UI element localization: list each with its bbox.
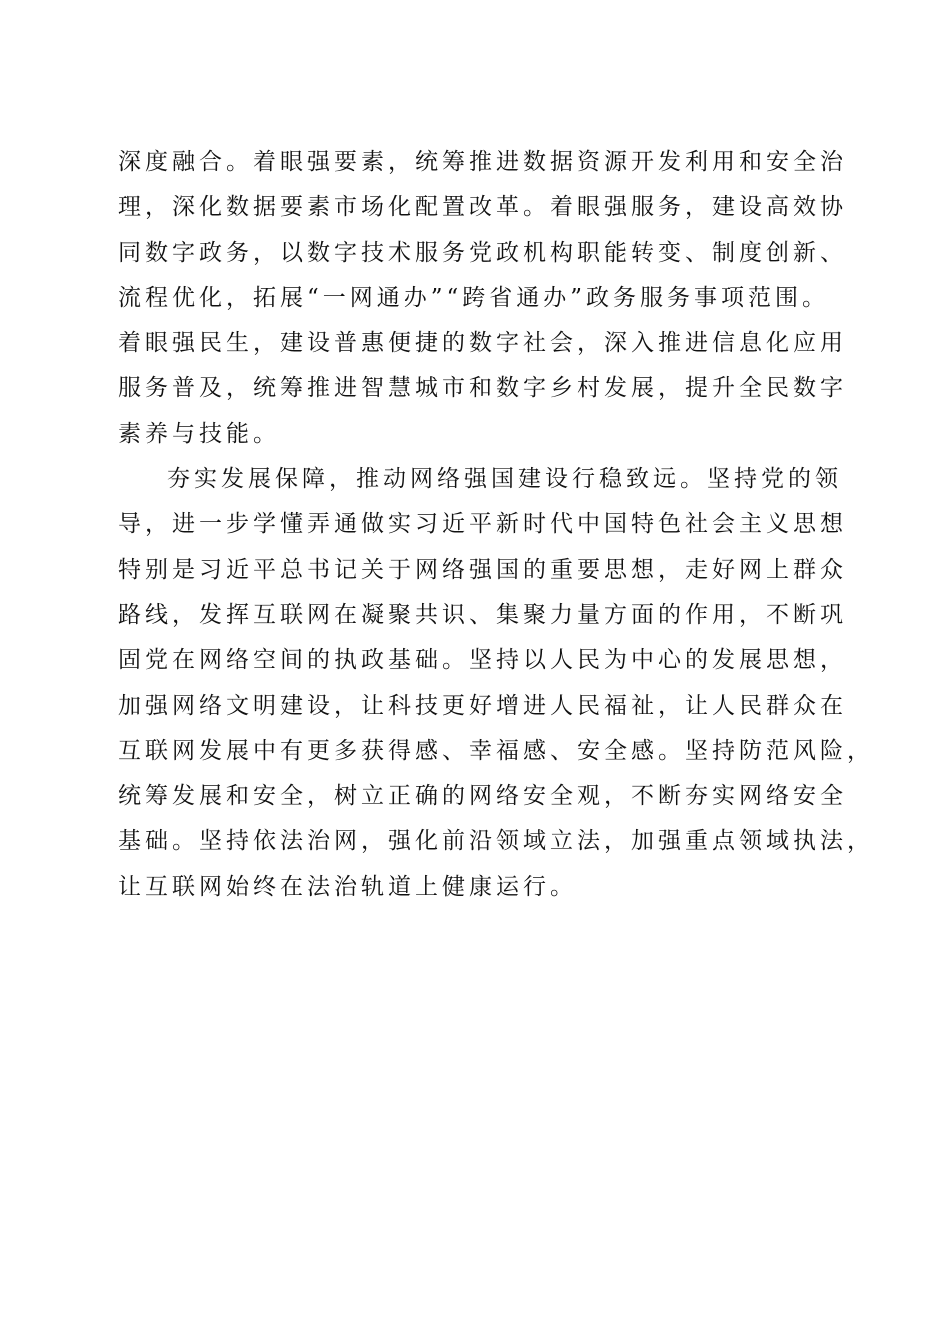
text-line: 服务普及，统筹推进智慧城市和数字乡村发展，提升全民数字 xyxy=(118,375,847,402)
text-line: 素养与技能。 xyxy=(118,420,280,447)
text-line: 统筹发展和安全，树立正确的网络安全观，不断夯实网络安全 xyxy=(118,783,847,810)
text-line: 同数字政务，以数字技术服务党政机构职能转变、制度创新、 xyxy=(118,239,847,266)
text-line: 特别是习近平总书记关于网络强国的重要思想，走好网上群众 xyxy=(118,556,847,583)
text-line: 流程优化，拓展“一网通办”“跨省通办”政务服务事项范围。 xyxy=(118,284,830,311)
text-line: 深度融合。着眼强要素，统筹推进数据资源开发利用和安全治 xyxy=(118,149,847,175)
text-line: 夯实发展保障，推动网络强国建设行稳致远。坚持党的领 xyxy=(167,466,842,493)
text-line: 让互联网始终在法治轨道上健康运行。 xyxy=(118,873,577,900)
text-line: 理，深化数据要素市场化配置改革。着眼强服务，建设高效协 xyxy=(118,194,847,221)
text-line: 着眼强民生，建设普惠便捷的数字社会，深入推进信息化应用 xyxy=(118,330,847,357)
text-line: 固党在网络空间的执政基础。坚持以人民为中心的发展思想， xyxy=(118,647,847,674)
text-line: 导，进一步学懂弄通做实习近平新时代中国特色社会主义思想 xyxy=(118,511,847,538)
paragraph-2 xyxy=(118,457,874,910)
paragraph-1 xyxy=(118,140,847,457)
text-line: 基础。坚持依法治网，强化前沿领域立法，加强重点领域执法， xyxy=(118,828,874,855)
text-line: 互联网发展中有更多获得感、幸福感、安全感。坚持防范风险， xyxy=(118,737,874,764)
text-line: 加强网络文明建设，让科技更好增进人民福祉，让人民群众在 xyxy=(118,692,847,719)
document-body xyxy=(118,140,874,910)
text-line: 路线，发挥互联网在凝聚共识、集聚力量方面的作用，不断巩 xyxy=(118,601,847,628)
